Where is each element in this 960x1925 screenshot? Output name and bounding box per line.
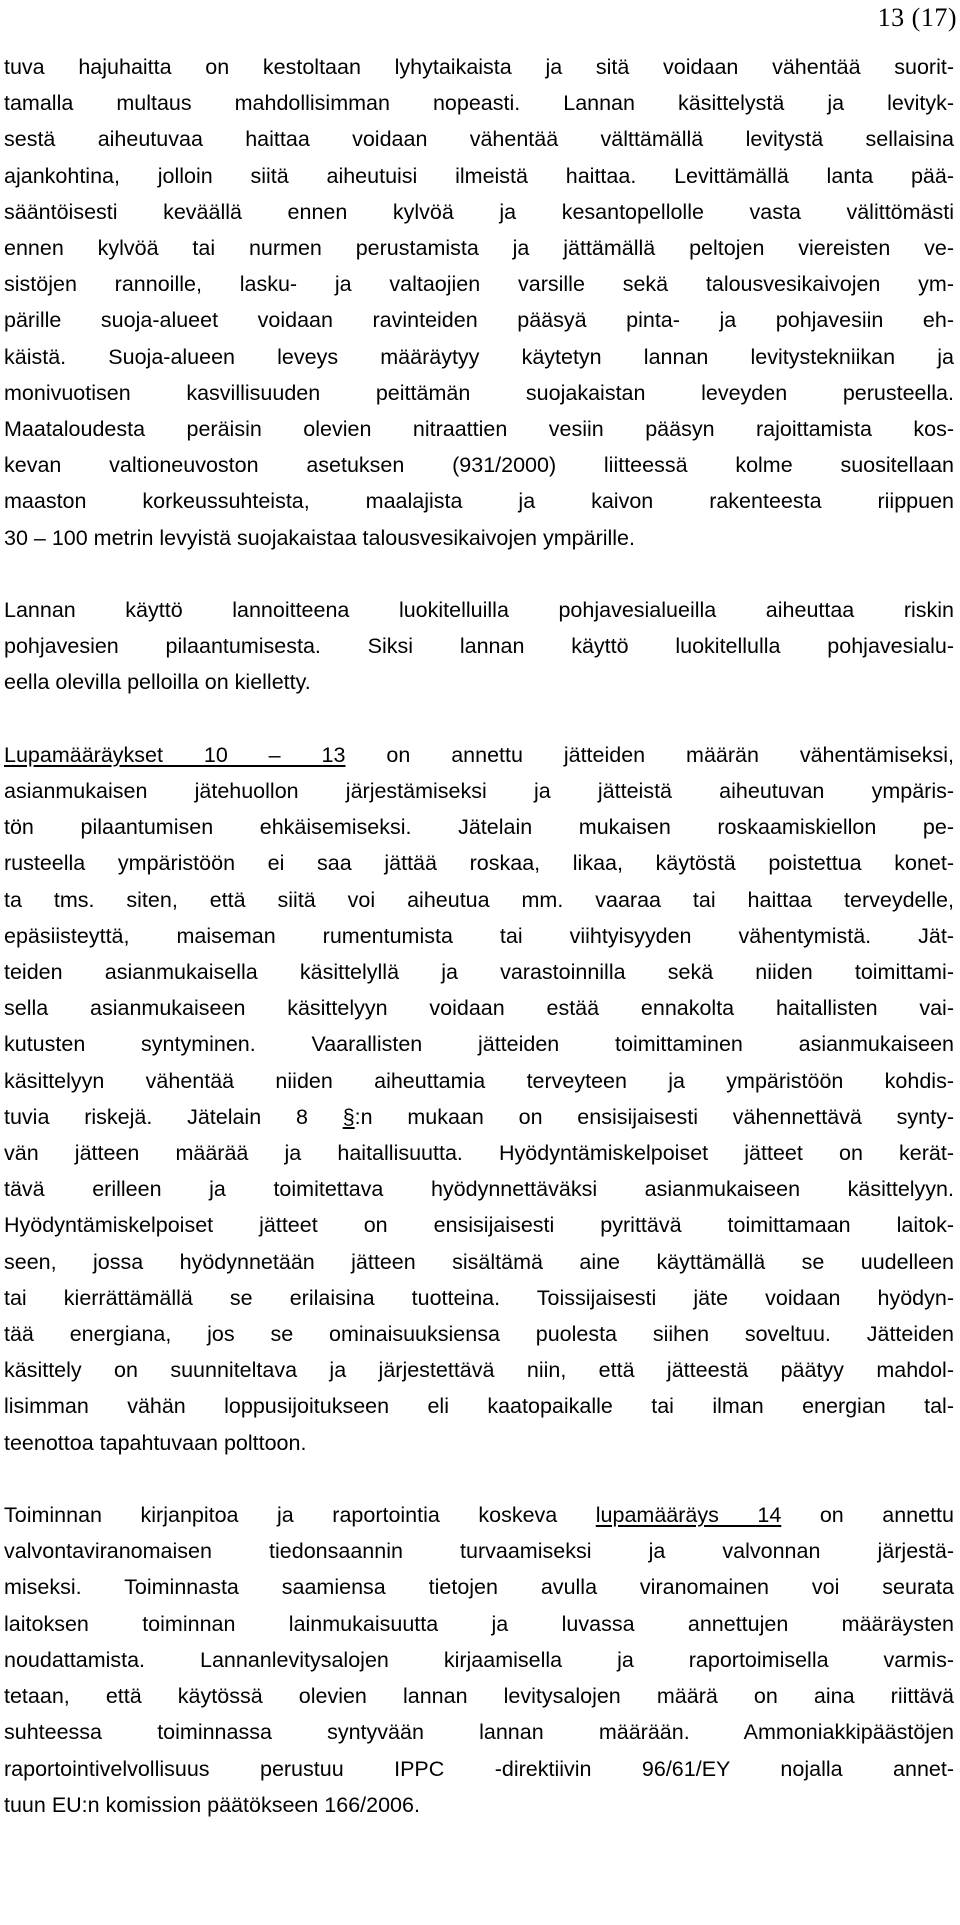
paragraph xyxy=(4,49,954,556)
text-line xyxy=(4,1388,954,1424)
text-line xyxy=(4,1533,954,1569)
text-segment: pärille suoja-alueet voidaan ravinteiden pääsyä pinta- ja pohjavesiin eh- xyxy=(4,308,954,333)
text-segment: sella asianmukaiseen käsittelyyn voidaan estää ennakolta haitallisten vai- xyxy=(4,996,954,1021)
text-segment: teiden asianmukaisella käsittelyllä ja varastoinnilla sekä niiden toimittami- xyxy=(4,960,954,985)
text-segment: sääntöisesti keväällä ennen kylvöä ja kesantopellolle vasta välittömästi xyxy=(4,199,954,224)
text-segment: tävä erilleen ja toimitettava hyödynnettäväksi asianmukaiseen käsittelyyn. xyxy=(4,1177,954,1202)
text-segment: Maataloudesta peräisin olevien nitraattien vesiin pääsyn rajoittamista kos- xyxy=(4,417,954,442)
text-segment: sestä aiheutuvaa haittaa voidaan vähentää välttämällä levitystä sellaisina xyxy=(4,127,954,152)
text-segment: suhteessa toiminnassa syntyvään lannan määrään. Ammoniakkipäästöjen xyxy=(4,1720,954,1745)
text-segment: epäsiisteyttä, maiseman rumentumista tai viihtyisyyden vähentymistä. Jät- xyxy=(4,923,954,948)
text-line xyxy=(4,1606,954,1642)
text-segment: noudattamista. Lannanlevitysalojen kirjaamisella ja raportoimisella varmis- xyxy=(4,1647,954,1672)
text-line xyxy=(4,1063,954,1099)
document-body xyxy=(4,49,954,1823)
text-segment: miseksi. Toiminnasta saamiensa tietojen avulla viranomainen voi seurata xyxy=(4,1575,954,1600)
text-segment: Hyödyntämiskelpoiset jätteet on ensisijaisesti pyrittävä toimittamaan laitok- xyxy=(4,1213,954,1238)
text-line xyxy=(4,1026,954,1062)
text-line xyxy=(4,1497,954,1533)
text-line xyxy=(4,1751,954,1787)
underlined-reference: Lupamääräykset 10 – 13 xyxy=(4,742,346,767)
text-line xyxy=(4,809,954,845)
text-segment: tuun EU:n komission päätökseen 166/2006. xyxy=(4,1792,420,1817)
text-segment: lisimman vähän loppusijoitukseen eli kaatopaikalle tai ilman energian tal- xyxy=(4,1394,954,1419)
text-segment: laitoksen toiminnan lainmukaisuutta ja luvassa annettujen määräysten xyxy=(4,1611,954,1636)
text-segment: Toiminnan kirjanpitoa ja raportointia koskeva xyxy=(4,1503,596,1528)
underlined-reference: § xyxy=(342,1104,355,1129)
text-line xyxy=(4,1280,954,1316)
text-segment: tää energiana, jos se ominaisuuksiensa puolesta siihen soveltuu. Jätteiden xyxy=(4,1322,954,1347)
text-segment: raportointivelvollisuus perustuu IPPC -direktiivin 96/61/EY nojalla annet- xyxy=(4,1756,954,1781)
text-segment: ajankohtina, jolloin siitä aiheutuisi ilmeistä haittaa. Levittämällä lanta pää- xyxy=(4,163,954,188)
text-segment: kutusten syntyminen. Vaarallisten jätteiden toimittaminen asianmukaiseen xyxy=(4,1032,954,1057)
text-line xyxy=(4,85,954,121)
paragraph xyxy=(4,737,954,1461)
text-line xyxy=(4,954,954,990)
text-line xyxy=(4,773,954,809)
text-line xyxy=(4,1787,954,1823)
text-line xyxy=(4,1171,954,1207)
text-line xyxy=(4,1425,954,1461)
text-line xyxy=(4,483,954,519)
text-segment: rusteella ympäristöön ei saa jättää roskaa, likaa, käytöstä poistettua konet- xyxy=(4,851,954,876)
text-line xyxy=(4,194,954,230)
text-line xyxy=(4,158,954,194)
text-segment: monivuotisen kasvillisuuden peittämän suojakaistan leveyden perusteella. xyxy=(4,380,954,405)
text-line xyxy=(4,592,954,628)
text-segment: on annettu jätteiden määrän vähentämiseksi, xyxy=(345,742,954,767)
text-line xyxy=(4,628,954,664)
text-segment: käsittely on suunniteltava ja järjestettävä niin, että jätteestä päätyy mahdol- xyxy=(4,1358,954,1383)
text-segment: :n mukaan on ensisijaisesti vähennettävä synty- xyxy=(354,1104,954,1129)
text-segment: käsittelyyn vähentää niiden aiheuttamia terveyteen ja ympäristöön kohdis- xyxy=(4,1068,954,1093)
text-segment: tuvia riskejä. Jätelain 8 xyxy=(4,1104,343,1129)
text-line xyxy=(4,339,954,375)
underlined-reference: lupamääräys 14 xyxy=(595,1503,782,1528)
text-segment: asianmukaisen jätehuollon järjestämiseksi ja jätteistä aiheutuvan ympäris- xyxy=(4,779,954,804)
text-line xyxy=(4,737,954,773)
text-segment: tetaan, että käytössä olevien lannan levitysalojen määrä on aina riittävä xyxy=(4,1684,954,1709)
text-line xyxy=(4,1714,954,1750)
text-segment: valvontaviranomaisen tiedonsaannin turvaamiseksi ja valvonnan järjestä- xyxy=(4,1539,954,1564)
text-segment: vän jätteen määrää ja haitallisuutta. Hyödyntämiskelpoiset jätteet on kerät- xyxy=(4,1141,954,1166)
text-segment: tai kierrättämällä se erilaisina tuotteina. Toissijaisesti jäte voidaan hyödyn- xyxy=(4,1285,954,1310)
text-line xyxy=(4,266,954,302)
text-line xyxy=(4,1207,954,1243)
text-segment: teenottoa tapahtuvaan polttoon. xyxy=(4,1430,307,1455)
text-segment: käistä. Suoja-alueen leveys määräytyy käytetyn lannan levitystekniikan ja xyxy=(4,344,954,369)
text-segment: eella olevilla pelloilla on kielletty. xyxy=(4,670,311,695)
text-segment: tön pilaantumisen ehkäisemiseksi. Jätelain mukaisen roskaamiskiellon pe- xyxy=(4,815,954,840)
text-segment: tamalla multaus mahdollisimman nopeasti. Lannan käsittelystä ja levityk- xyxy=(4,91,954,116)
text-segment: sistöjen rannoille, lasku- ja valtaojien varsille sekä talousvesikaivojen ym- xyxy=(4,272,954,297)
text-line xyxy=(4,520,954,556)
text-segment: 30 – 100 metrin levyistä suojakaistaa talousvesikaivojen ympärille. xyxy=(4,525,635,550)
text-line xyxy=(4,1316,954,1352)
text-segment: on annettu xyxy=(781,1503,954,1528)
text-line xyxy=(4,1569,954,1605)
text-line xyxy=(4,447,954,483)
text-line xyxy=(4,230,954,266)
text-line xyxy=(4,49,954,85)
text-line xyxy=(4,375,954,411)
text-line xyxy=(4,1135,954,1171)
text-line xyxy=(4,302,954,338)
text-line xyxy=(4,918,954,954)
text-segment: kevan valtioneuvoston asetuksen (931/2000) liitteessä kolme suositellaan xyxy=(4,453,954,478)
text-line xyxy=(4,1352,954,1388)
text-segment: seen, jossa hyödynnetään jätteen sisältämä aine käyttämällä se uudelleen xyxy=(4,1249,954,1274)
text-line xyxy=(4,1244,954,1280)
text-segment: ta tms. siten, että siitä voi aiheutua mm. vaaraa tai haittaa terveydelle, xyxy=(4,887,954,912)
text-line xyxy=(4,1678,954,1714)
page-number: 13 (17) xyxy=(877,3,957,32)
text-line xyxy=(4,1642,954,1678)
text-segment: tuva hajuhaitta on kestoltaan lyhytaikaista ja sitä voidaan vähentää suorit- xyxy=(4,55,954,79)
text-line xyxy=(4,411,954,447)
text-segment: pohjavesien pilaantumisesta. Siksi lannan käyttö luokitellulla pohjavesialu- xyxy=(4,634,954,659)
paragraph xyxy=(4,592,954,701)
text-segment: Lannan käyttö lannoitteena luokitelluilla pohjavesialueilla aiheuttaa riskin xyxy=(4,598,954,623)
text-line xyxy=(4,664,954,700)
text-segment: maaston korkeussuhteista, maalajista ja kaivon rakenteesta riippuen xyxy=(4,489,954,514)
text-line xyxy=(4,882,954,918)
text-segment: ennen kylvöä tai nurmen perustamista ja jättämällä peltojen viereisten ve- xyxy=(4,236,954,261)
text-line xyxy=(4,845,954,881)
text-line xyxy=(4,1099,954,1135)
text-line xyxy=(4,990,954,1026)
paragraph xyxy=(4,1497,954,1823)
text-line xyxy=(4,121,954,157)
